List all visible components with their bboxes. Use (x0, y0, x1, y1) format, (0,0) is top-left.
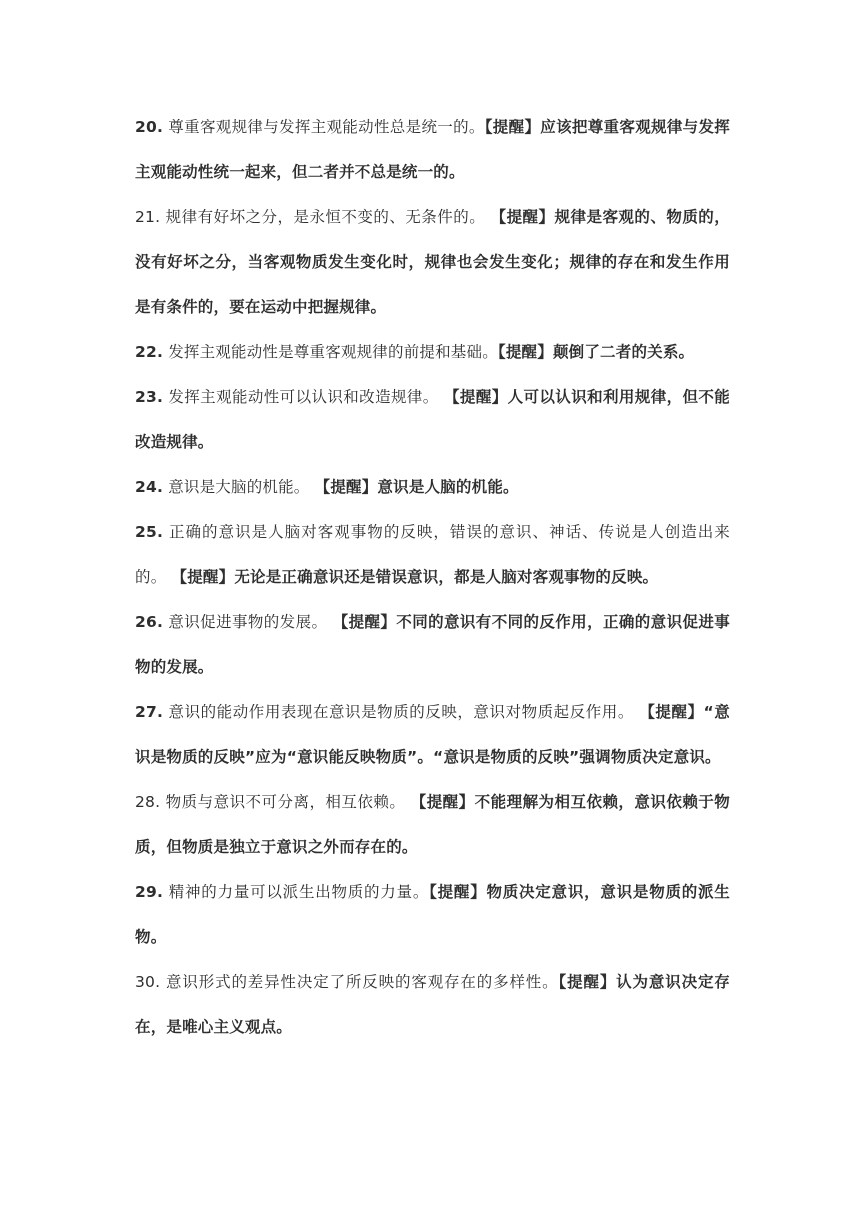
item-tip: 【提醒】“意识是物质的反映”应为“意识能反映物质”。“意识是物质的反映”强调物质决定意识。 (135, 703, 730, 766)
item-number: 28. (135, 793, 161, 811)
item-tip: 【提醒】物质决定意识，意识是物质的派生物。 (135, 883, 730, 946)
item-statement: 意识的能动作用表现在意识是物质的反映，意识对物质起反作用。 (163, 703, 640, 721)
document-body (135, 105, 730, 1050)
list-item (135, 330, 730, 375)
item-tip: 【提醒】不同的意识有不同的反作用，正确的意识促进事物的发展。 (135, 613, 730, 676)
list-item (135, 195, 730, 330)
item-statement: 意识形式的差异性决定了所反映的客观存在的多样性。 (160, 973, 559, 991)
item-statement: 正确的意识是人脑对客观事物的反映，错误的意识、神话、传说是人创造出来的。 (135, 523, 730, 586)
item-tip: 【提醒】认为意识决定存在，是唯心主义观点。 (135, 973, 730, 1036)
item-number: 29. (135, 883, 164, 901)
item-tip: 【提醒】人可以认识和利用规律，但不能改造规律。 (135, 388, 731, 451)
list-item (135, 600, 730, 690)
item-tip: 【提醒】应该把尊重客观规律与发挥主观能动性统一起来，但二者并不总是统一的。 (135, 118, 730, 181)
list-item (135, 960, 730, 1050)
item-number: 23. (135, 388, 164, 406)
item-statement: 意识促进事物的发展。 (163, 613, 333, 631)
item-tip: 【提醒】无论是正确意识还是错误意识，都是人脑对客观事物的反映。 (171, 568, 659, 586)
item-statement: 意识是大脑的机能。 (163, 478, 315, 496)
list-item (135, 375, 730, 465)
item-number: 24. (135, 478, 164, 496)
item-number: 30. (135, 973, 161, 991)
item-number: 26. (135, 613, 164, 631)
list-item (135, 870, 730, 960)
item-number: 25. (135, 523, 164, 541)
list-item (135, 780, 730, 870)
item-number: 27. (135, 703, 164, 721)
item-statement: 尊重客观规律与发挥主观能动性总是统一的。 (163, 118, 485, 136)
item-tip: 【提醒】不能理解为相互依赖，意识依赖于物质，但物质是独立于意识之外而存在的。 (135, 793, 730, 856)
item-statement: 发挥主观能动性可以认识和改造规律。 (163, 388, 445, 406)
list-item (135, 105, 730, 195)
list-item (135, 690, 730, 780)
item-statement: 精神的力量可以派生出物质的力量。 (163, 883, 430, 901)
item-tip: 【提醒】规律是客观的、物质的，没有好坏之分，当客观物质发生变化时，规律也会发生变化；规律的存在和发生作用是有条件的，要在运动中把握规律。 (135, 208, 730, 316)
item-statement: 发挥主观能动性是尊重客观规律的前提和基础。 (163, 343, 498, 361)
item-tip: 【提醒】意识是人脑的机能。 (314, 478, 519, 496)
item-number: 20. (135, 118, 164, 136)
item-number: 21. (135, 208, 161, 226)
item-statement: 规律有好坏之分，是永恒不变的、无条件的。 (160, 208, 491, 226)
list-item (135, 465, 730, 510)
item-number: 22. (135, 343, 164, 361)
item-tip: 【提醒】颠倒了二者的关系。 (497, 343, 695, 361)
item-statement: 物质与意识不可分离，相互依赖。 (160, 793, 411, 811)
list-item (135, 510, 730, 600)
